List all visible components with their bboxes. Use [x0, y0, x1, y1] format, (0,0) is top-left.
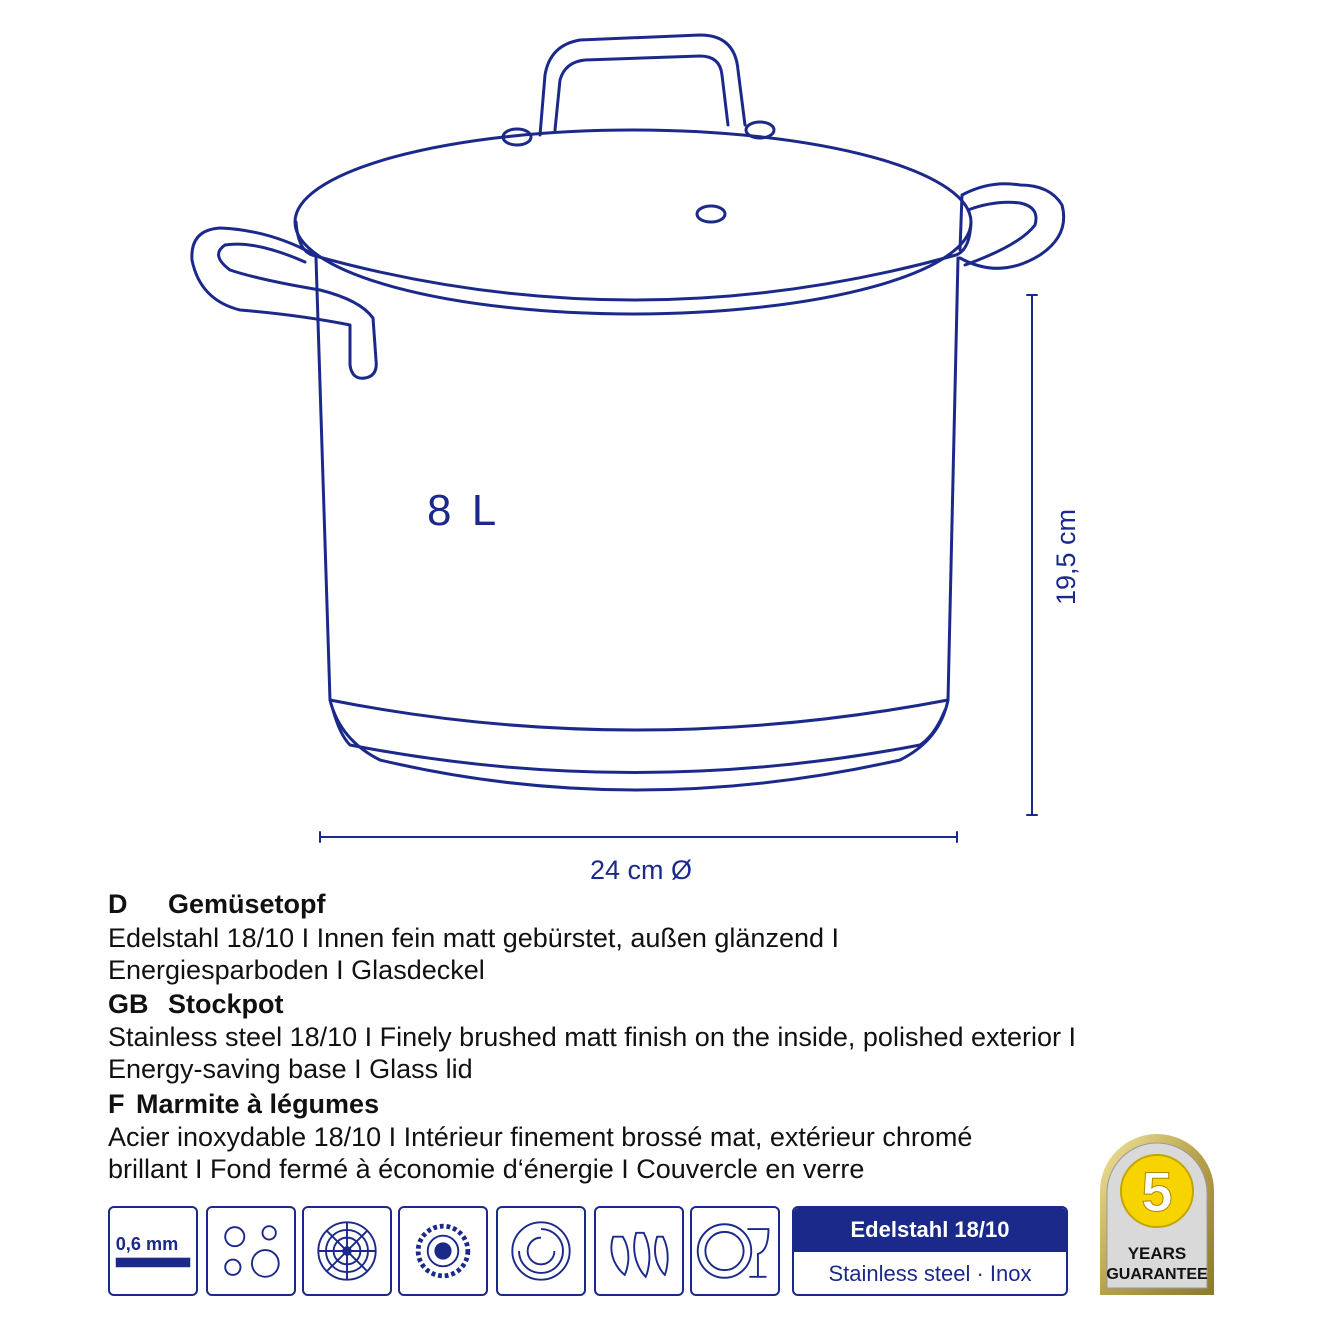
de-title: Gemüsetopf: [168, 889, 326, 919]
capacity-label: 8 L: [427, 486, 501, 535]
height-label: 19,5 cm: [1051, 508, 1081, 605]
lid-handle: [540, 35, 745, 135]
fr-line-1: Acier inoxydable 18/10 I Intérieur finement brossé mat, extérieur chromé: [108, 1122, 973, 1152]
de-code: D: [108, 889, 128, 919]
dishwasher-safe-icon: [690, 1206, 780, 1296]
de-line-1: Edelstahl 18/10 I Innen fein matt gebürstet, außen glänzend I: [108, 923, 839, 953]
diameter-label: 24 cm Ø: [590, 855, 693, 885]
steel-badge-subtitle: Stainless steel · Inox: [828, 1261, 1032, 1286]
gb-line-2: Energy-saving base I Glass lid: [108, 1054, 473, 1084]
thickness-label: 0,6 mm: [115, 1234, 179, 1255]
fr-line-2: brillant I Fond fermé à économie d‘énergie I Couvercle en verre: [108, 1154, 865, 1184]
stainless-steel-badge: [792, 1206, 1068, 1296]
de-heading: [108, 888, 326, 920]
left-handle: [192, 228, 376, 378]
fr-code: F: [108, 1089, 125, 1119]
halogen-icon: [594, 1206, 684, 1296]
fr-heading: [108, 1088, 379, 1120]
gas-burner-icon: [302, 1206, 392, 1296]
right-handle: [960, 184, 1064, 269]
steel-badge-title: Edelstahl 18/10: [794, 1208, 1066, 1252]
induction-icon: [398, 1206, 488, 1296]
lid: [295, 130, 971, 314]
de-line-2: Energiesparboden I Glasdeckel: [108, 955, 485, 985]
gb-code: GB: [108, 989, 149, 1019]
gb-title: Stockpot: [168, 989, 284, 1019]
pot-body: [316, 258, 958, 790]
guarantee-number: 5: [1141, 1160, 1173, 1223]
lid-vent-icon: [697, 206, 725, 222]
electric-hob-icon: [496, 1206, 586, 1296]
guarantee-years: YEARS: [1127, 1244, 1187, 1263]
gb-line-1: Stainless steel 18/10 I Finely brushed matt finish on the inside, polished exterior I: [108, 1022, 1077, 1052]
ceramic-hob-icon: [206, 1206, 296, 1296]
gb-heading: [108, 988, 284, 1020]
fr-title: Marmite à légumes: [136, 1089, 380, 1119]
material-thickness-icon: [108, 1206, 198, 1296]
guarantee-seal: [1098, 1133, 1216, 1297]
guarantee-label: GUARANTEE: [1106, 1266, 1208, 1283]
